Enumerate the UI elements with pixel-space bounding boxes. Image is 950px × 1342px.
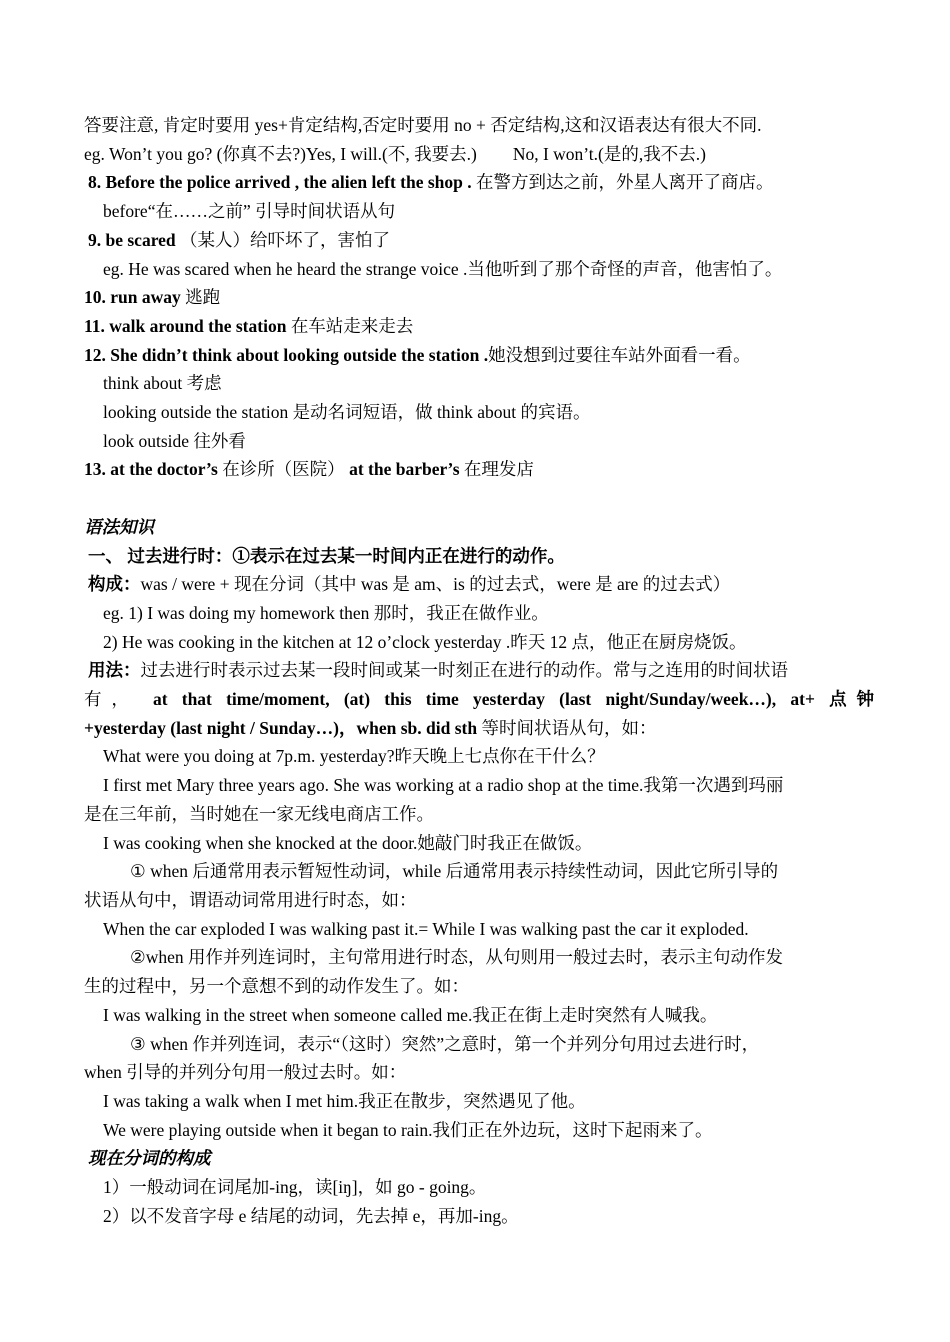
text: eg. 1) I was doing my homework then 那时，我正在做作业。	[103, 603, 549, 623]
vocab-note: 在警方到达之前，外星人离开了商店。	[471, 172, 774, 192]
text-line	[103, 401, 893, 423]
text-line	[103, 200, 893, 222]
text: I first met Mary three years ago. She was working at a radio shop at the time.我第一次遇到玛丽	[103, 775, 784, 795]
text-line	[130, 860, 920, 882]
text: 生的过程中，另一个意想不到的动作发生了。如：	[84, 976, 469, 996]
vocab-item-13	[84, 458, 874, 480]
text-line	[84, 803, 874, 825]
text-line	[103, 258, 893, 280]
text: looking outside the station 是动名词短语，做 think about 的宾语。	[103, 402, 591, 422]
example-line	[103, 1004, 893, 1026]
bold-text: at that time/moment, (at) this time yesterday (last night/Sunday/week…), at+ 点钟	[152, 689, 874, 709]
example-line	[103, 1119, 893, 1141]
list-item	[103, 1205, 893, 1227]
vocab-note: 逃跑	[180, 287, 221, 307]
text: eg. He was scared when he heard the strange voice .当他听到了那个奇怪的声音，他害怕了。	[103, 259, 783, 279]
vocab-phrase: 8. Before the police arrived , the alien left the shop .	[88, 172, 472, 192]
text: I was taking a walk when I met him.我正在散步，突然遇见了他。	[103, 1091, 586, 1111]
text: What were you doing at 7p.m. yesterday?昨天晚上七点你在干什么？	[103, 746, 605, 766]
text: When the car exploded I was walking past it.= While I was walking past the car it exploded.	[103, 919, 749, 939]
text: before“在……之前” 引导时间状语从句	[103, 201, 396, 221]
vocab-phrase: 10. run away	[84, 287, 181, 307]
section-heading-grammar	[84, 516, 874, 538]
text-line	[130, 1033, 920, 1055]
vocab-note: （某人）给吓坏了，害怕了	[175, 230, 391, 250]
text-line	[103, 372, 893, 394]
vocab-item-11	[84, 315, 874, 337]
vocab-phrase: 11. walk around the station	[84, 316, 287, 336]
text-line	[84, 1061, 874, 1083]
text: was / were + 现在分词（其中 was 是 am、is 的过去式，were 是 are 的过去式）	[140, 574, 731, 594]
text: No, I won’t.(是的,我不去.)	[512, 144, 706, 164]
text-line	[84, 975, 874, 997]
text: I was cooking when she knocked at the door.她敲门时我正在做饭。	[103, 833, 593, 853]
example-line	[103, 1090, 893, 1112]
list-item	[103, 1176, 893, 1198]
text-line	[84, 889, 874, 911]
heading-text: 现在分词的构成	[88, 1148, 211, 1168]
section-heading-participle	[88, 1147, 878, 1169]
text-line	[88, 573, 878, 595]
text-line	[84, 114, 874, 136]
text: 有，	[84, 689, 139, 709]
text-line	[88, 659, 878, 681]
text: ① when 后通常用表示暂短性动词，while 后通常用表示持续性动词，因此它所引导的	[130, 861, 779, 881]
text-line	[130, 946, 920, 968]
vocab-note: 在理发店	[459, 459, 534, 479]
grammar-title	[88, 545, 878, 567]
example-line	[103, 602, 893, 624]
text-line	[84, 717, 874, 739]
text: 2) He was cooking in the kitchen at 12 o’clock yesterday .昨天 12 点，他正在厨房烧饭。	[103, 632, 747, 652]
bold-text: +yesterday (last night / Sunday…)，when sb. did sth	[84, 718, 478, 738]
vocab-note: 在诊所（医院）	[217, 459, 350, 479]
text: when 引导的并列分句用一般过去时。如：	[84, 1062, 407, 1082]
text: think about 考虑	[103, 373, 222, 393]
example-line	[103, 832, 893, 854]
vocab-item-9	[88, 229, 878, 251]
text: 等时间状语从句，如：	[477, 718, 657, 738]
text-line	[84, 688, 874, 710]
vocab-phrase: 12. She didn’t think about looking outside the station .	[84, 345, 489, 365]
vocab-note: 她没想到过要往车站外面看一看。	[488, 345, 751, 365]
example-line	[103, 745, 893, 767]
text-line	[84, 143, 874, 165]
example-line	[103, 631, 893, 653]
text: 过去进行时表示过去某一段时间或某一时刻正在进行的动作。常与之连用的时间状语	[140, 660, 788, 680]
text: ②when 用作并列连词时，主句常用进行时态，从句则用一般过去时，表示主句动作发	[130, 947, 783, 967]
label: 构成：	[88, 574, 141, 594]
text: 状语从句中，谓语动词常用进行时态，如：	[84, 890, 417, 910]
text: look outside 往外看	[103, 431, 246, 451]
vocab-note: 在车站走来走去	[286, 316, 414, 336]
heading-text: 语法知识	[84, 517, 154, 537]
vocab-phrase: 13. at the doctor’s	[84, 459, 218, 479]
text: eg. Won’t you go? (你真不去?)Yes, I will.(不, 我要去.)	[84, 144, 477, 164]
example-line	[103, 774, 893, 796]
text: ③ when 作并列连词，表示“（这时）突然”之意时，第一个并列分句用过去进行时，	[130, 1034, 760, 1054]
vocab-phrase: at the barber’s	[349, 459, 460, 479]
vocab-item-12	[84, 344, 874, 366]
vocab-phrase: 9. be scared	[88, 230, 176, 250]
text-line	[103, 430, 893, 452]
text: We were playing outside when it began to rain.我们正在外边玩，这时下起雨来了。	[103, 1120, 713, 1140]
heading-text: 一、 过去进行时：①表示在过去某一时间内正在进行的动作。	[88, 546, 565, 566]
text: 2）以不发音字母 e 结尾的动词，先去掉 e，再加-ing。	[103, 1206, 519, 1226]
text: 答要注意, 肯定时要用 yes+肯定结构,否定时要用 no + 否定结构,这和汉语表达有很大不同.	[84, 115, 762, 135]
vocab-item-8	[88, 171, 878, 193]
label: 用法：	[88, 660, 141, 680]
text: 是在三年前，当时她在一家无线电商店工作。	[84, 804, 434, 824]
text: I was walking in the street when someone called me.我正在街上走时突然有人喊我。	[103, 1005, 718, 1025]
example-line	[103, 918, 893, 940]
text: 1）一般动词在词尾加-ing，读[iŋ]，如 go - going。	[103, 1177, 487, 1197]
vocab-item-10	[84, 286, 874, 308]
